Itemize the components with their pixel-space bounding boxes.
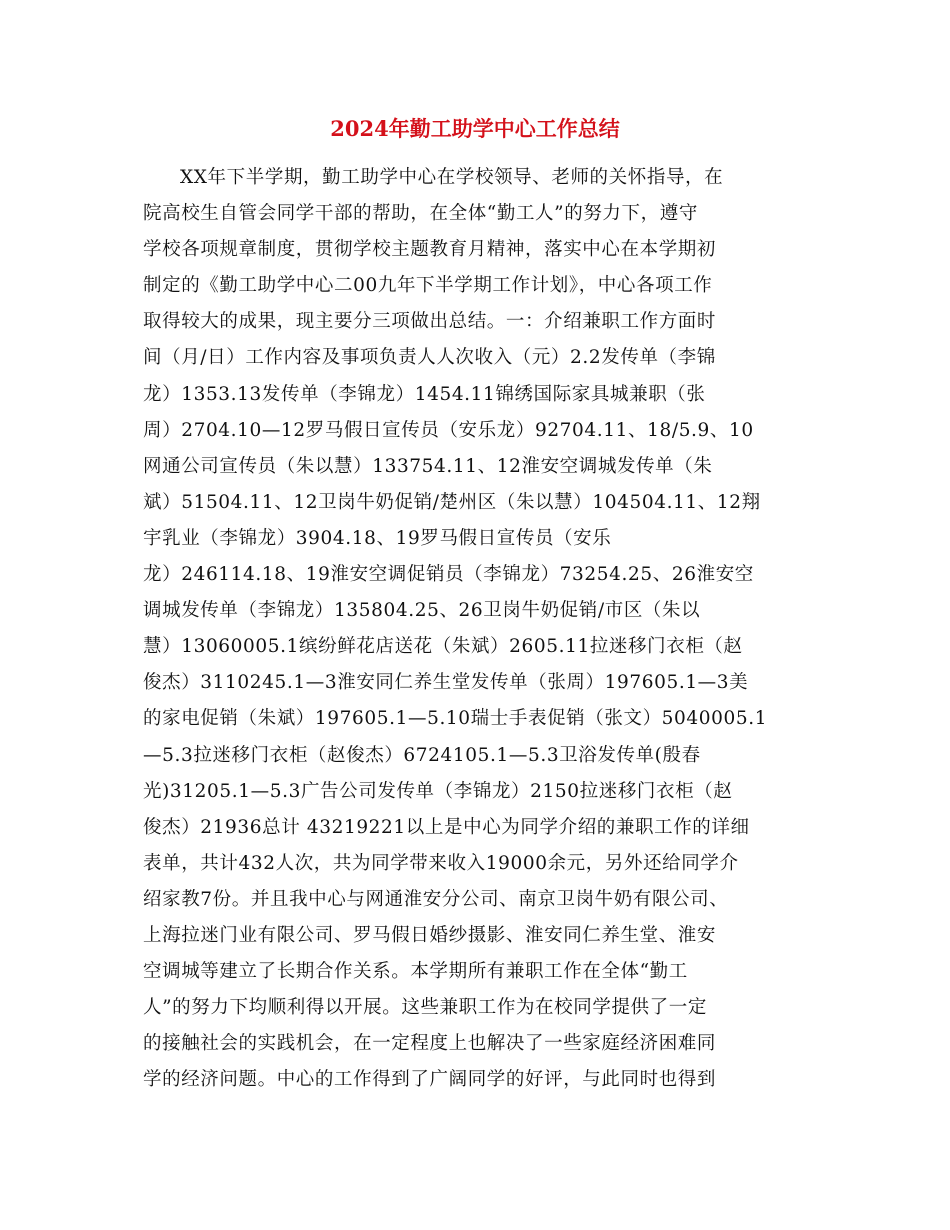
body-line: 龙）1353.13发传单（李锦龙）1454.11锦绣国际家具城兼职（张	[143, 383, 706, 405]
body-line: 调城发传单（李锦龙）135804.25、26卫岗牛奶促销/市区（朱以	[143, 600, 701, 622]
body-line: 表单，共计432人次，共为同学带来收入19000余元，另外还给同学介	[143, 852, 739, 874]
document-title: 2024年勤工助学中心工作总结	[330, 116, 620, 141]
body-line: 间（月/日）工作内容及事项负责人人次收入（元）2.2发传单（李锦	[143, 347, 716, 369]
body-line: 龙）246114.18、19淮安空调促销员（李锦龙）73254.25、26淮安空	[143, 564, 754, 586]
document-body	[143, 160, 813, 1098]
body-line: 制定的《勤工助学中心二00九年下半学期工作计划》，中心各项工作	[143, 275, 713, 297]
body-line: 斌）51504.11、12卫岗牛奶促销/楚州区（朱以慧）104504.11、12翔	[143, 491, 761, 513]
body-line: 光)31205.1—5.3广告公司发传单（李锦龙）2150拉迷移门衣柜（赵	[143, 780, 733, 802]
body-line: XX年下半学期，勤工助学中心在学校领导、老师的关怀指导，在	[180, 167, 724, 188]
body-line: —5.3拉迷移门衣柜（赵俊杰）6724105.1—5.3卫浴发传单(殷春	[143, 744, 701, 766]
body-line: 的家电促销（朱斌）197605.1—5.10瑞士手表促销（张文）5040005.1	[143, 708, 768, 730]
body-line: 网通公司宣传员（朱以慧）133754.11、12淮安空调城发传单（朱	[143, 455, 713, 477]
body-line: 俊杰）21936总计 43219221以上是中心为同学介绍的兼职工作的详细	[143, 816, 750, 838]
body-line: 周）2704.10—12罗马假日宣传员（安乐龙）92704.11、18/5.9、10	[143, 419, 754, 441]
body-line: 取得较大的成果，现主要分三项做出总结。一：介绍兼职工作方面时	[143, 311, 717, 333]
body-line: 学校各项规章制度，贯彻学校主题教育月精神，落实中心在本学期初	[143, 239, 717, 261]
body-line: 慧）13060005.1缤纷鲜花店送花（朱斌）2605.11拉迷移门衣柜（赵	[143, 636, 743, 658]
body-line: 绍家教7份。并且我中心与网通淮安分公司、南京卫岗牛奶有限公司、	[143, 888, 729, 910]
body-line: 的接触社会的实践机会，在一定程度上也解决了一些家庭经济困难同	[143, 1033, 717, 1055]
body-line: 学的经济问题。中心的工作得到了广阔同学的好评，与此同时也得到	[143, 1069, 717, 1091]
body-line: 院高校生自管会同学干部的帮助，在全体“勤工人”的努力下，遵守	[143, 203, 698, 225]
body-line: 俊杰）3110245.1—3淮安同仁养生堂发传单（张周）197605.1—3美	[143, 672, 749, 694]
body-line: 宇乳业（李锦龙）3904.18、19罗马假日宣传员（安乐	[143, 527, 612, 549]
body-line: 人”的努力下均顺利得以开展。这些兼职工作为在校同学提供了一定	[143, 997, 707, 1019]
body-line: 上海拉迷门业有限公司、罗马假日婚纱摄影、淮安同仁养生堂、淮安	[143, 924, 717, 946]
body-line: 空调城等建立了长期合作关系。本学期所有兼职工作在全体“勤工	[143, 961, 688, 983]
